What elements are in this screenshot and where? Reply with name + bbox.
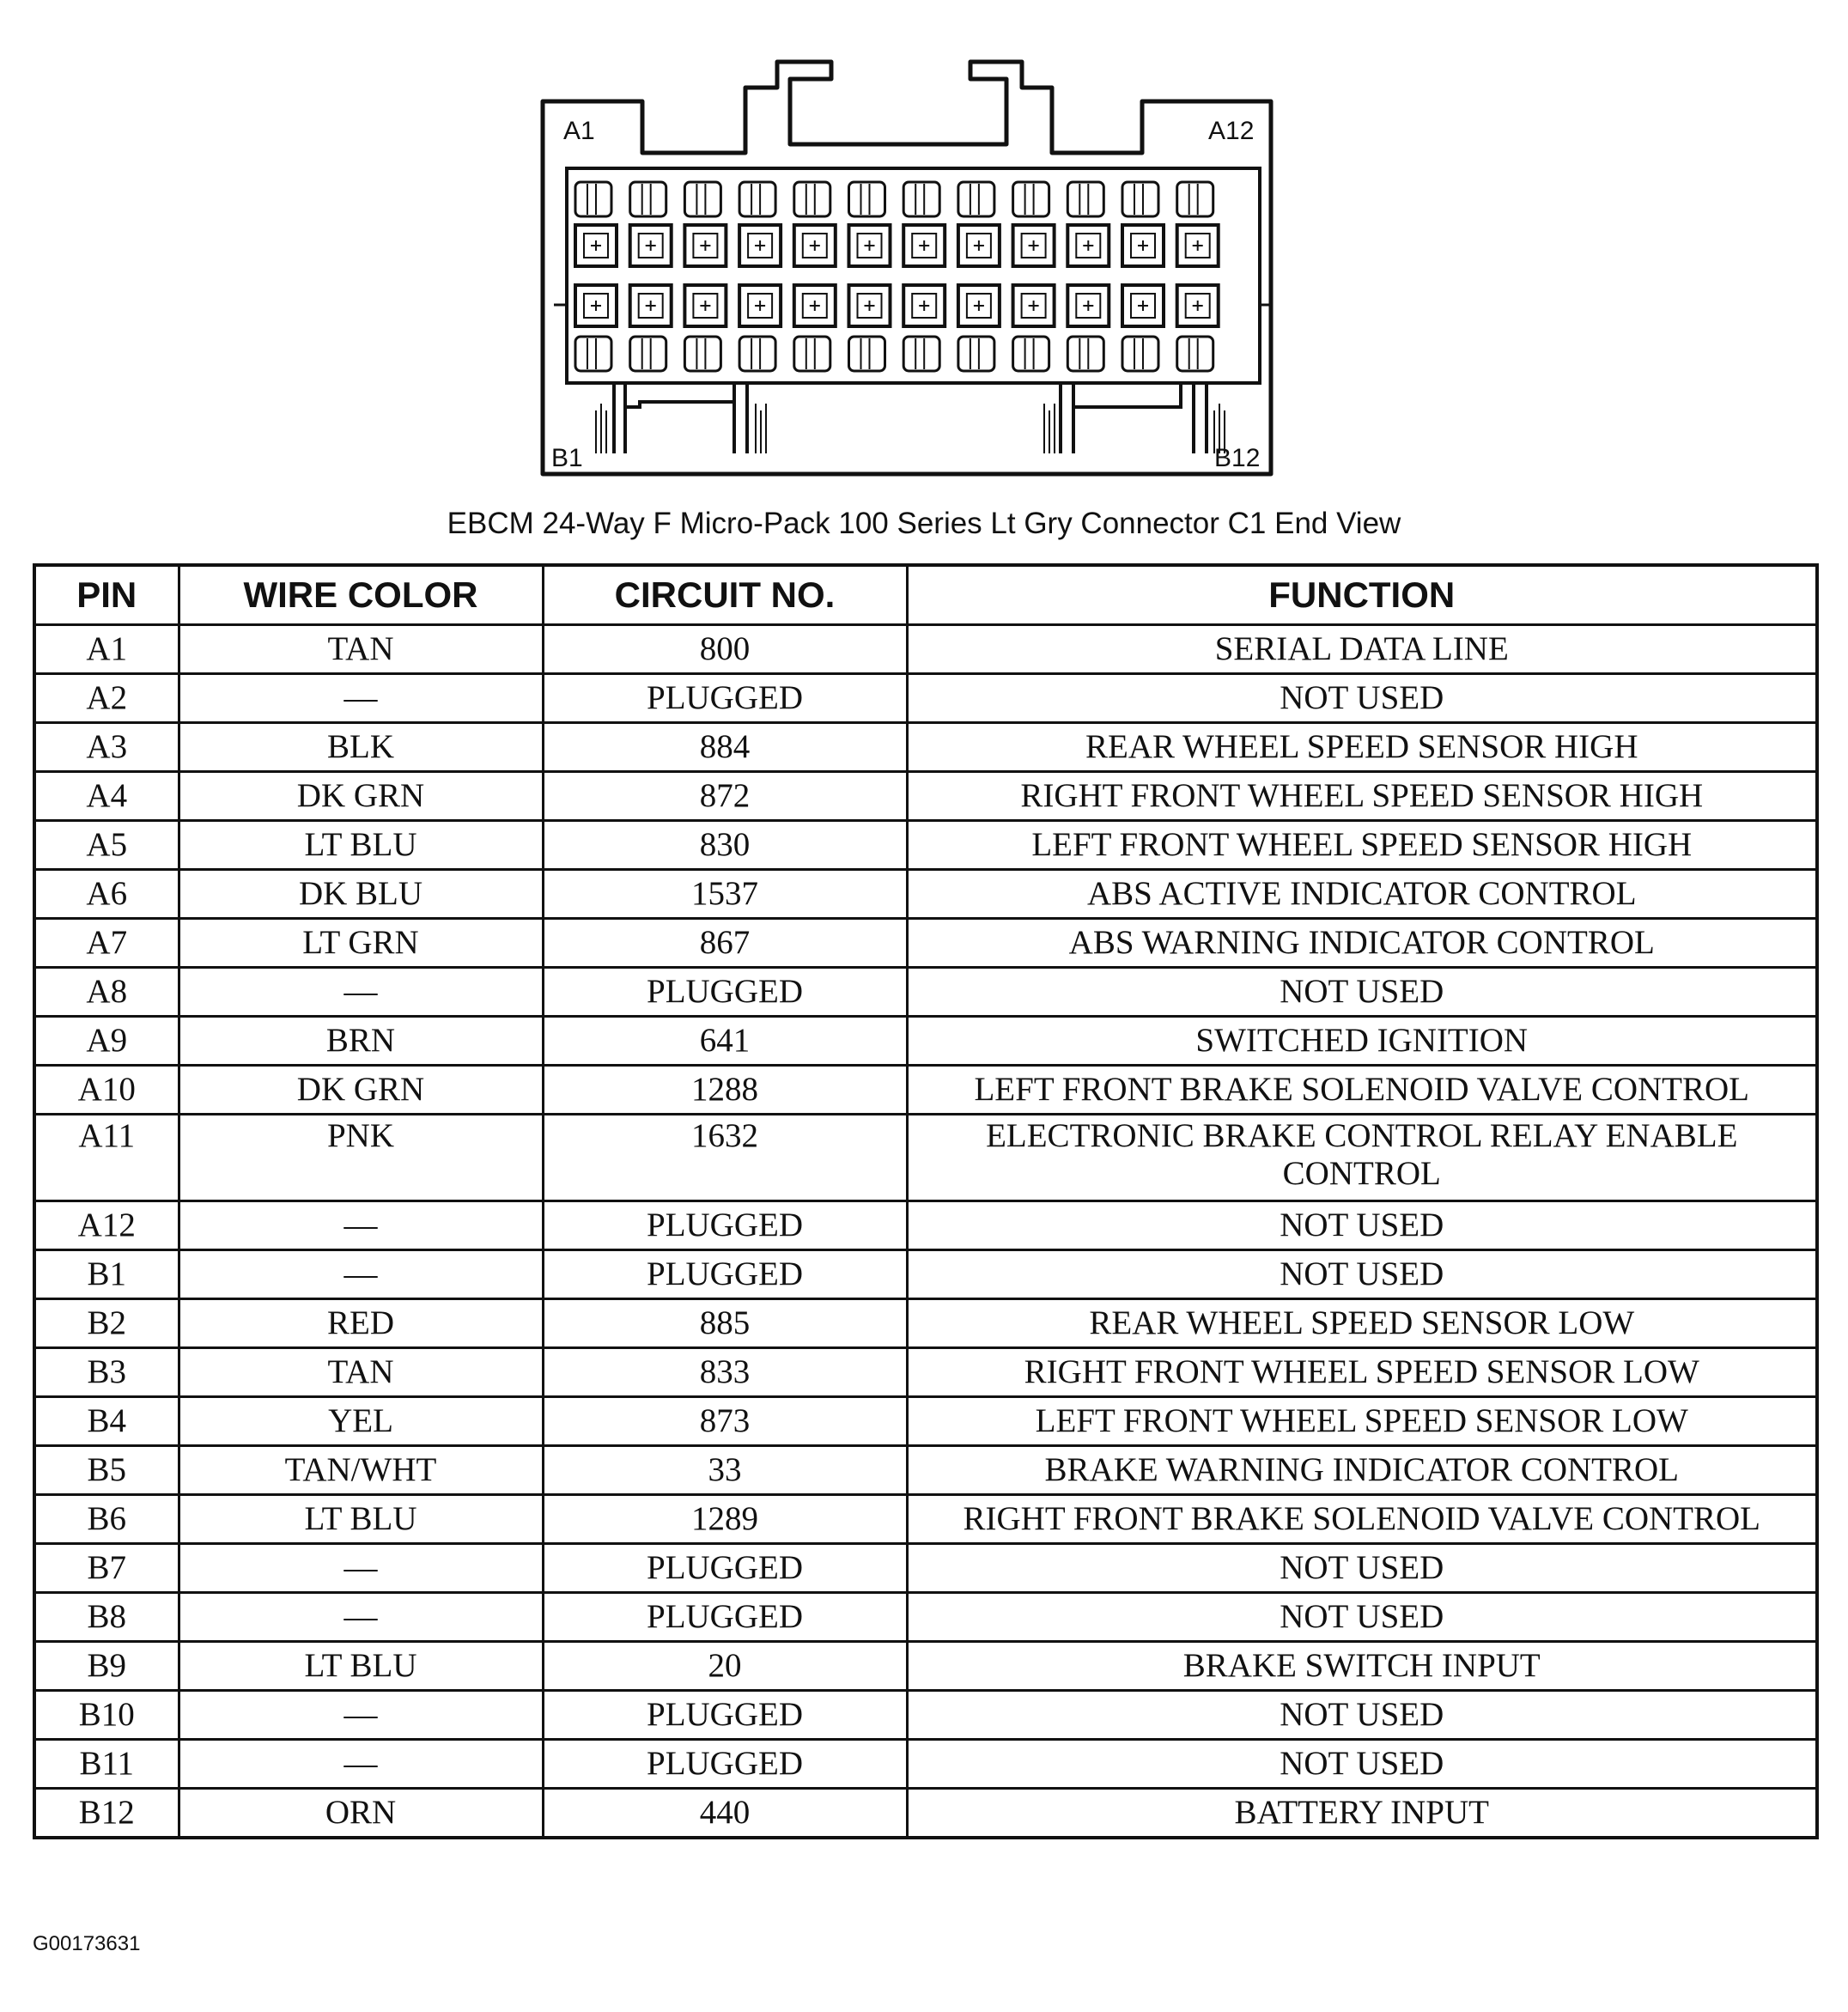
- wire-color-cell: —: [179, 1250, 543, 1299]
- wire-color-cell: LT BLU: [179, 1642, 543, 1691]
- table-row: [34, 870, 1817, 919]
- pin-cell: B8: [34, 1593, 179, 1642]
- table-row: [34, 674, 1817, 723]
- wire-color-cell: YEL: [179, 1397, 543, 1446]
- cavity-latch-a2: [630, 182, 666, 216]
- table-row: [34, 1593, 1817, 1642]
- table-row: [34, 1348, 1817, 1397]
- circuit-cell: PLUGGED: [543, 1250, 907, 1299]
- connector-face: [567, 168, 1260, 383]
- pin-cell: B5: [34, 1446, 179, 1495]
- wire-color-cell: BRN: [179, 1017, 543, 1066]
- cavity-latch-b7: [903, 337, 939, 371]
- function-cell: NOT USED: [907, 1201, 1817, 1250]
- keying-slot-left: [614, 383, 747, 453]
- pin-cell: A5: [34, 821, 179, 870]
- pin-cell: A9: [34, 1017, 179, 1066]
- pin-cell: A7: [34, 919, 179, 968]
- function-cell: LEFT FRONT BRAKE SOLENOID VALVE CONTROL: [907, 1066, 1817, 1115]
- function-cell: ABS ACTIVE INDICATOR CONTROL: [907, 870, 1817, 919]
- table-row: [34, 968, 1817, 1017]
- function-cell: SWITCHED IGNITION: [907, 1017, 1817, 1066]
- label-a1: A1: [563, 117, 595, 145]
- connector-diagram: [0, 0, 1848, 498]
- table-row: [34, 1495, 1817, 1544]
- pin-table: [33, 563, 1819, 1839]
- connector-caption: EBCM 24-Way F Micro-Pack 100 Series Lt Gry Connector C1 End View: [447, 507, 1401, 540]
- circuit-cell: 885: [543, 1299, 907, 1348]
- pin-cell: A11: [34, 1115, 179, 1201]
- wire-color-cell: LT BLU: [179, 1495, 543, 1544]
- cavity-latch-a8: [958, 182, 994, 216]
- table-row: [34, 1446, 1817, 1495]
- wire-color-cell: TAN: [179, 625, 543, 674]
- function-cell: NOT USED: [907, 968, 1817, 1017]
- cavity-latch-b6: [849, 337, 885, 371]
- circuit-cell: PLUGGED: [543, 1691, 907, 1740]
- cavity-latch-a3: [684, 182, 720, 216]
- pin-cell: B10: [34, 1691, 179, 1740]
- cavity-latch-a7: [903, 182, 939, 216]
- table-row: [34, 1250, 1817, 1299]
- label-a12: A12: [1208, 117, 1255, 145]
- function-cell: LEFT FRONT WHEEL SPEED SENSOR HIGH: [907, 821, 1817, 870]
- pin-cell: B9: [34, 1642, 179, 1691]
- pin-cell: B12: [34, 1789, 179, 1839]
- table-row: [34, 1201, 1817, 1250]
- pin-cell: A10: [34, 1066, 179, 1115]
- function-cell: NOT USED: [907, 1691, 1817, 1740]
- wire-color-cell: —: [179, 968, 543, 1017]
- function-cell: REAR WHEEL SPEED SENSOR LOW: [907, 1299, 1817, 1348]
- header-function: FUNCTION: [907, 565, 1817, 625]
- wire-color-cell: LT GRN: [179, 919, 543, 968]
- wire-color-cell: —: [179, 1691, 543, 1740]
- wire-color-cell: RED: [179, 1299, 543, 1348]
- circuit-cell: PLUGGED: [543, 1740, 907, 1789]
- function-cell: NOT USED: [907, 1544, 1817, 1593]
- table-row: [34, 1789, 1817, 1839]
- header-wire-color: WIRE COLOR: [179, 565, 543, 625]
- table-row: [34, 1642, 1817, 1691]
- pin-cell: A2: [34, 674, 179, 723]
- circuit-cell: 800: [543, 625, 907, 674]
- table-row: [34, 1544, 1817, 1593]
- function-cell: NOT USED: [907, 1593, 1817, 1642]
- wire-color-cell: TAN: [179, 1348, 543, 1397]
- pin-cell: A12: [34, 1201, 179, 1250]
- function-cell: REAR WHEEL SPEED SENSOR HIGH: [907, 723, 1817, 772]
- function-cell: NOT USED: [907, 1250, 1817, 1299]
- pin-cell: A6: [34, 870, 179, 919]
- label-b12: B12: [1214, 444, 1261, 472]
- circuit-cell: PLUGGED: [543, 1593, 907, 1642]
- cavity-latch-a1: [575, 182, 611, 216]
- function-cell: BATTERY INPUT: [907, 1789, 1817, 1839]
- wire-color-cell: DK BLU: [179, 870, 543, 919]
- pin-cell: A1: [34, 625, 179, 674]
- circuit-cell: PLUGGED: [543, 674, 907, 723]
- cavity-latch-a12: [1177, 182, 1213, 216]
- cavity-latch-a11: [1122, 182, 1158, 216]
- wire-color-cell: TAN/WHT: [179, 1446, 543, 1495]
- table-row: [34, 1691, 1817, 1740]
- circuit-cell: 1537: [543, 870, 907, 919]
- circuit-cell: 1288: [543, 1066, 907, 1115]
- table-row: [34, 1740, 1817, 1789]
- function-cell: NOT USED: [907, 674, 1817, 723]
- cavity-latch-a4: [739, 182, 775, 216]
- table-header-row: [34, 565, 1817, 625]
- circuit-cell: 867: [543, 919, 907, 968]
- circuit-cell: PLUGGED: [543, 1544, 907, 1593]
- pin-cell: A8: [34, 968, 179, 1017]
- circuit-cell: PLUGGED: [543, 1201, 907, 1250]
- wire-color-cell: ORN: [179, 1789, 543, 1839]
- cavity-latch-b5: [794, 337, 830, 371]
- pin-cell: B6: [34, 1495, 179, 1544]
- circuit-cell: 872: [543, 772, 907, 821]
- wire-color-cell: —: [179, 1201, 543, 1250]
- table-row: [34, 1299, 1817, 1348]
- table-row: [34, 723, 1817, 772]
- cavity-latch-b9: [1013, 337, 1049, 371]
- circuit-cell: 1289: [543, 1495, 907, 1544]
- table-row: [34, 772, 1817, 821]
- cavity-latch-a5: [794, 182, 830, 216]
- cavity-latch-b2: [630, 337, 666, 371]
- table-row: [34, 1017, 1817, 1066]
- wire-color-cell: PNK: [179, 1115, 543, 1201]
- table-row: [34, 1115, 1817, 1201]
- cavity-latch-b3: [684, 337, 720, 371]
- pin-cell: B4: [34, 1397, 179, 1446]
- label-b1: B1: [551, 444, 583, 472]
- function-cell: ABS WARNING INDICATOR CONTROL: [907, 919, 1817, 968]
- function-cell: RIGHT FRONT WHEEL SPEED SENSOR LOW: [907, 1348, 1817, 1397]
- circuit-cell: PLUGGED: [543, 968, 907, 1017]
- circuit-cell: 641: [543, 1017, 907, 1066]
- cavity-latch-b8: [958, 337, 994, 371]
- pin-cell: B1: [34, 1250, 179, 1299]
- circuit-cell: 833: [543, 1348, 907, 1397]
- wire-color-cell: DK GRN: [179, 772, 543, 821]
- circuit-cell: 440: [543, 1789, 907, 1839]
- keying-slot-right: [1061, 383, 1207, 453]
- wire-color-cell: —: [179, 674, 543, 723]
- wire-color-cell: DK GRN: [179, 1066, 543, 1115]
- circuit-cell: 884: [543, 723, 907, 772]
- pin-cell: B11: [34, 1740, 179, 1789]
- function-cell: LEFT FRONT WHEEL SPEED SENSOR LOW: [907, 1397, 1817, 1446]
- function-cell: BRAKE SWITCH INPUT: [907, 1642, 1817, 1691]
- cavity-latch-a9: [1013, 182, 1049, 216]
- wire-color-cell: —: [179, 1544, 543, 1593]
- cavity-latch-a10: [1067, 182, 1103, 216]
- pin-cell: B3: [34, 1348, 179, 1397]
- wire-color-cell: LT BLU: [179, 821, 543, 870]
- table-row: [34, 821, 1817, 870]
- function-cell: RIGHT FRONT BRAKE SOLENOID VALVE CONTROL: [907, 1495, 1817, 1544]
- function-cell: BRAKE WARNING INDICATOR CONTROL: [907, 1446, 1817, 1495]
- cavity-latch-b10: [1067, 337, 1103, 371]
- pin-cell: B2: [34, 1299, 179, 1348]
- header-pin: PIN: [34, 565, 179, 625]
- pin-cell: A3: [34, 723, 179, 772]
- circuit-cell: 873: [543, 1397, 907, 1446]
- function-cell: ELECTRONIC BRAKE CONTROL RELAY ENABLE CONTROL: [907, 1115, 1817, 1201]
- table-row: [34, 1397, 1817, 1446]
- cavity-latch-b11: [1122, 337, 1158, 371]
- function-cell: NOT USED: [907, 1740, 1817, 1789]
- function-cell: RIGHT FRONT WHEEL SPEED SENSOR HIGH: [907, 772, 1817, 821]
- cavity-latch-b1: [575, 337, 611, 371]
- wire-color-cell: —: [179, 1740, 543, 1789]
- circuit-cell: 1632: [543, 1115, 907, 1201]
- circuit-cell: 20: [543, 1642, 907, 1691]
- header-circuit-no: CIRCUIT NO.: [543, 565, 907, 625]
- pin-cell: B7: [34, 1544, 179, 1593]
- table-row: [34, 919, 1817, 968]
- circuit-cell: 33: [543, 1446, 907, 1495]
- wire-color-cell: —: [179, 1593, 543, 1642]
- cavity-latch-a6: [849, 182, 885, 216]
- pin-cavities: [575, 182, 1219, 371]
- table-row: [34, 1066, 1817, 1115]
- wire-color-cell: BLK: [179, 723, 543, 772]
- figure-id: G00173631: [33, 1932, 141, 1955]
- cavity-latch-b4: [739, 337, 775, 371]
- table-row: [34, 625, 1817, 674]
- function-cell: SERIAL DATA LINE: [907, 625, 1817, 674]
- cavity-latch-b12: [1177, 337, 1213, 371]
- circuit-cell: 830: [543, 821, 907, 870]
- pin-cell: A4: [34, 772, 179, 821]
